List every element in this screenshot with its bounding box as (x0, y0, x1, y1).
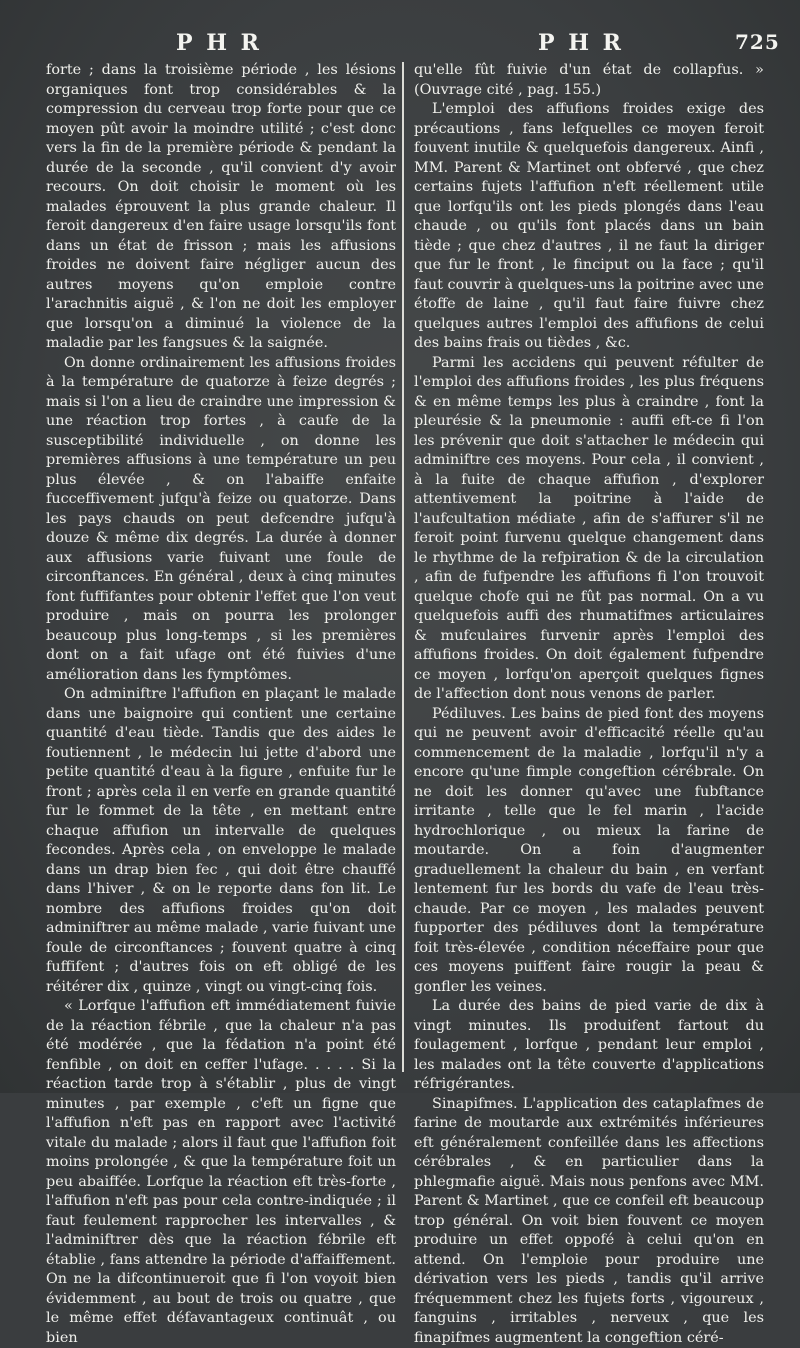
page-number: 725 (735, 30, 780, 54)
paragraph: On donne ordinairement les affusions froides à la température de quatorze à feize degrés ; mais si l'on a lieu de craindre une impression & une réaction trop fortes , à caufe de la susceptibilité individuelle , on donne les premières affusions à une température un peu plus élevée , & on l'abaiffe enfaite fucceffivement jufqu'à feize ou quatorze. Dans les pays chauds on peut defcendre jufqu'à douze & même dix degrés. La durée à donner aux affusions varie fuivant une foule de circonftances. En général , deux à cinq minutes font fuffifantes pour obtenir l'effet que l'on veut produire , mais on pourra les prolonger beaucoup plus long-temps , si les premières dont on a fait ufage ont été fuivies d'une amélioration dans les fymptômes. (46, 354, 396, 686)
paragraph: forte ; dans la troisième période , les lésions organiques font trop considérables & la compression du cerveau trop forte pour que ce moyen pût avoir la moindre utilité ; c'est donc vers la fin de la première période & pendant la durée de la seconde , qu'il convient d'y avoir recours. On doit choisir le moment où les malades éprouvent la plus grande chaleur. Il feroit dangereux d'en faire usage lorsqu'ils font dans un état de frisson ; mais les affusions froides ne doivent faire négliger aucun des autres moyens qu'on emploie contre l'arachnitis aiguë , & l'on ne doit les employer que lorsqu'on a diminué la violence de la maladie par les fangsues & la saignée. (46, 61, 396, 354)
paragraph: La durée des bains de pied varie de dix à vingt minutes. Ils produifent fartout du foulagement , lorfque , pendant leur emploi , les malades ont la tête couverte d'applications réfrigérantes. (414, 997, 764, 1095)
paragraph: L'emploi des affufions froides exige des précautions , fans lefquelles ce moyen feroit fouvent inutile & quelquefois dangereux. Ainfi , MM. Parent & Martinet ont obfervé , que chez certains fujets l'affufion n'eft réellement utile que lorfqu'ils ont les pieds plongés dans l'eau chaude , ou qu'ils font placés dans un bain tiède ; que chez d'autres , il ne faut la diriger que fur le front , le finciput ou la face ; qu'il faut couvrir à quelques-uns la poitrine avec une étoffe de laine , qu'il faut faire fuivre chez quelques autres l'emploi des affufions de celui des bains frais ou tièdes , &c. (414, 100, 764, 354)
left-column (46, 61, 396, 1348)
paragraph: Parmi les accidens qui peuvent réfulter de l'emploi des affufions froides , les plus fréquens & en même temps les plus à craindre , font la pleurésie & la pneumonie : auffi eft-ce fi l'on les prévenir que doit s'attacher le médecin qui adminiftre ces moyens. Pour cela , il convient , à la fuite de chaque affufion , d'explorer attentivement la poitrine à l'aide de l'aufcultation médiate , afin de s'affurer s'il ne feroit point furvenu quelque changement dans le rhythme de la refpiration & de la circulation , afin de fufpendre les affufions fi l'on trouvoit quelque chofe qui ne fût pas normal. On a vu quelquefois auffi des rhumatifmes articulaires & mufculaires furvenir après l'emploi des affufions froides. On doit également fufpendre ce moyen , lorfqu'on aperçoit quelques fignes de l'affection dont nous venons de parler. (414, 354, 764, 705)
paragraph: « Lorfque l'affufion eft immédiatement fuivie de la réaction fébrile , que la chaleur n'a pas été modérée , que la fédation n'a point été fenfible , on doit en ceffer l'ufage. . . . . Si la réaction tarde trop à s'établir , plus de vingt minutes , par exemple , c'eft un figne que l'affufion n'eft pas en rapport avec l'activité vitale du malade ; alors il faut que l'affufion foit moins prolongée , & que la température foit un peu abaiffée. Lorfque la réaction eft très-forte , l'affufion n'eft pas pour cela contre-indiquée ; il faut feulement rapprocher les intervalles , & l'adminiftrer dès que la réaction fébrile eft établie , fans attendre la période d'affaiffement. On ne la difcontinueroit que fi l'on voyoit bien évidemment , au bout de trois ou quatre , que le même effet défavantageux continuât , ou bien (46, 997, 396, 1348)
paragraph: On adminiftre l'affufion en plaçant le malade dans une baignoire qui contient une certaine quantité d'eau tiède. Tandis que des aides le foutiennent , le médecin lui jette d'abord une petite quantité d'eau à la figure , enfuite fur le front ; après cela il en verfe en grande quantité fur le fommet de la tête , en mettant entre chaque affufion un intervalle de quelques fecondes. Après cela , on enveloppe le malade dans un drap bien fec , qui doit être chauffé dans l'hiver , & on le reporte dans fon lit. Le nombre des affufions froides qu'on doit adminiftrer au même malade , varie fuivant une foule de circonftances ; fouvent quatre à cinq fuffifent ; d'autres fois on eft obligé de les réitérer dix , quinze , vingt ou vingt-cinq fois. (46, 685, 396, 997)
paragraph: qu'elle fût fuivie d'un état de collapfus. » (Ouvrage cité , pag. 155.) (414, 61, 764, 100)
section-sinapismes: Sinapifmes. L'application des cataplafmes de farine de moutarde aux extrémités inférieures eft généralement confeillée dans les affections cérébrales , & en particulier dans la phlegmafie aiguë. Mais nous penfons avec MM. Parent & Martinet , que ce confeil eft beaucoup trop général. On voit bien fouvent ce moyen produire un effet oppofé à celui qu'on en attend. On l'emploie pour produire une dérivation vers les pieds , tandis qu'il arrive fréquemment chez les fujets forts , vigoureux , fanguins , irritables , nerveux , que les finapifmes augmentent la congeftion céré- (414, 1095, 764, 1348)
right-column (414, 61, 764, 1348)
section-pediluves: Pédiluves. Les bains de pied font des moyens qui ne peuvent avoir d'efficacité réelle qu'au commencement de la maladie , lorfqu'il n'y a encore qu'une fimple congeftion cérébrale. On ne doit les donner qu'avec une fubftance irritante , telle que le fel marin , l'acide hydrochlorique , ou mieux la farine de moutarde. On a foin d'augmenter graduellement la chaleur du bain , en verfant lentement fur les bords du vafe de l'eau très-chaude. Par ce moyen , les malades peuvent fupporter des pédiluves dont la température foit très-élevée , condition néceffaire pour que ces moyens puiffent faire rougir la peau & gonfler les veines. (414, 705, 764, 998)
header-left: P H R (176, 30, 262, 56)
column-divider (402, 62, 404, 1072)
header-right: P H R (538, 30, 624, 56)
running-header (0, 30, 800, 60)
